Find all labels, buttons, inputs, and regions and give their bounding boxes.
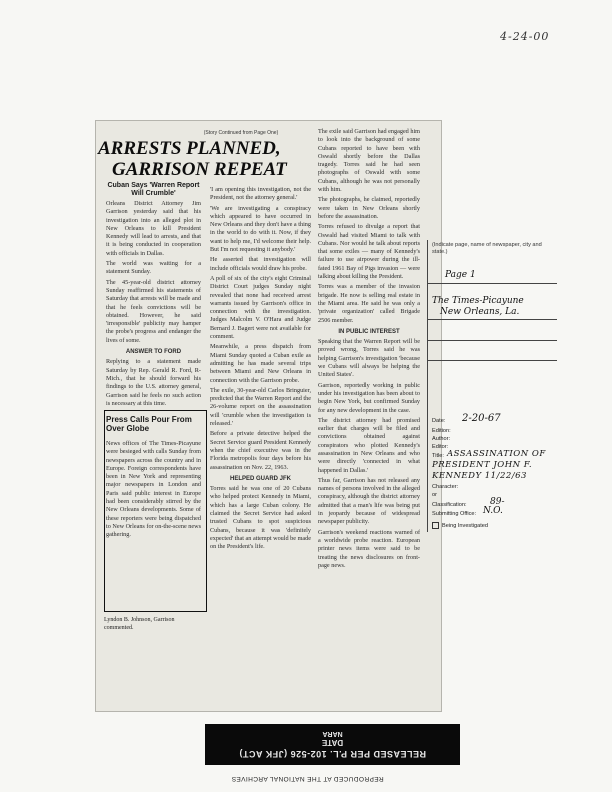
article-column-1 <box>106 200 201 406</box>
section-subhead: HELPED GUARD JFK <box>229 475 291 482</box>
page-value: Page 1 <box>445 270 476 280</box>
edition-label: Edition: <box>432 428 451 434</box>
being-investigated-label: Being Investigated <box>442 522 489 529</box>
paragraph: Torres said he was one of 20 Cubans who helped protect Kennedy in Miami, which has a large Cuban colony. He claimed the Secret Service had asked trusted Cubans to spot suspicious Cubans, because it was 'definitely expected' that an attempt would be made on the President's life. <box>210 485 311 551</box>
classification-value: 89- <box>490 497 505 507</box>
city-value: New Orleans, La. <box>440 307 520 317</box>
paragraph: The exile said Garrison had engaged him to look into the background of some Cubans reported to have been with Oswald shortly before the Dallas tragedy. Torres said he had seen photographs of Oswald with some Cubans, although he was not personally with him. <box>318 128 420 194</box>
paragraph: Meanwhile, a press dispatch from Miami Sunday quoted a Cuban exile as admitting he has made several trips between Miami and New Orleans in connection with the Garrison probe. <box>210 343 311 384</box>
paragraph: 'I am opening this investigation, not the President, not the attorney general.' <box>210 186 311 202</box>
being-investigated-checkbox[interactable] <box>432 522 439 529</box>
submitting-office-label: Submitting Office: <box>432 511 477 517</box>
editor-label: Editor: <box>432 444 449 450</box>
paragraph: Thus far, Garrison has not released any names of persons involved in the alleged conspiracy, although the district attorney admitted that a man's life was being put in jeopardy because of widespread newspaper publicity. <box>318 476 420 526</box>
paragraph: Garrison's weekend reactions warned of a worldwide probe reaction. European printer news items were said to be treating the news disclosures on front-page news. <box>318 528 420 569</box>
handwritten-file-mark: 4-24-00 <box>500 30 550 43</box>
paragraph: The world was waiting for a statement Sunday. <box>106 260 201 276</box>
release-stamp-line-2: DATE <box>321 738 344 747</box>
title-label: Title: <box>432 453 444 459</box>
article-column-2 <box>210 186 311 706</box>
newspaper-value: The Times-Picayune <box>432 296 524 306</box>
paragraph: The 45-year-old district attorney Sunday reaffirmed his statements of Saturday that arrests will be made and that he feels convictions will be obtained. However, he said 'irresponsible' publicity may hamper the probe's progress and endanger the lives of some. <box>106 278 201 344</box>
release-stamp-line-3: NARA <box>322 730 343 737</box>
form-instruction: (Indicate page, name of newspaper, city and state.) <box>432 242 542 255</box>
paragraph: 'We are investigating a conspiracy which appeared to have occurred in New Orleans and they don't have a thing in the world to do with it. Now, if they want to help me, I'd welcome their help. But I'm not requesting it anybody.' <box>210 204 311 254</box>
subheadline: Cuban Says 'Warren Report Will Crumble' <box>107 182 200 197</box>
date-value: 2-20-67 <box>462 413 501 424</box>
paragraph: Speaking that the Warren Report will be proved wrong, Torres said he was helping Garrison's investigation 'because we Cubans will always be helping the United States'. <box>318 338 420 379</box>
paragraph: A poll of six of the city's eight Criminal District Court judges Sunday night revealed that none had received arrest warrants issued by Garrison's office in connection with the investigation. Judges Malcolm V. O'Hara and Judge Bernard J. Bagert were not available for comment. <box>210 274 311 341</box>
title-value-line-1: ASSASSINATION OF <box>447 449 546 459</box>
paragraph: He asserted that investigation will include officials would draw his probe. <box>210 256 311 272</box>
headline-line-1: ARRESTS PLANNED, <box>98 138 281 159</box>
archives-footer: REPRODUCED AT THE NATIONAL ARCHIVES <box>231 775 384 782</box>
section-subhead: IN PUBLIC INTEREST <box>338 328 400 335</box>
sidebar-box-headline: Press Calls Pour From Over Globe <box>106 415 192 433</box>
author-label: Author: <box>432 436 451 442</box>
paragraph: The photographs, he claimed, reportedly were taken in New Orleans shortly before the assassination. <box>318 196 420 220</box>
character-label: Character: <box>432 484 459 490</box>
release-stamp <box>205 724 460 765</box>
being-investigated-row <box>432 522 488 529</box>
title-value-line-3: KENNEDY 11/22/63 <box>432 471 527 481</box>
or-label: or <box>432 492 437 498</box>
paragraph: The district attorney had promised earlier that charges will be filed and convictions obtained against conspirators who plotted Kennedy's assassination in New Orleans and who were directly 'connected in what happened in Dallas.' <box>318 416 420 474</box>
paragraph: Garrison, reportedly working in public under his investigation has been about to begin New York, but confirmed Sunday for any new development in the case. <box>318 381 420 414</box>
headline <box>98 138 287 180</box>
paragraph: Torres was a member of the invasion brigade. He now is selling real estate in the Miami area. He said he was only a 'private organization' called Brigade 2506 member. <box>318 283 420 324</box>
release-stamp-line-1: RELEASED PER P.L. 102-526 (JFK ACT) <box>238 749 427 759</box>
column-caption: Lyndon B. Johnson, Garrison commented. <box>104 617 175 631</box>
submitting-office-value: N.O. <box>483 506 503 516</box>
headline-line-2: GARRISON REPEAT <box>112 159 287 180</box>
story-continued-banner: (Story Continued from Page One) <box>203 130 279 136</box>
paragraph: The exile, 30-year-old Carlos Bringuier, predicted that the Warren Report and the 26-volume report on the assassination will 'crumble when the investigation is released.' <box>210 386 311 428</box>
date-label: Date: <box>432 418 446 424</box>
paragraph: Replying to a statement made Saturday by Rep. Gerald R. Ford, R-Mich., that he should forward his findings to the U.S. attorney general, Garrison said he feels no such action is necessary at this time. <box>106 358 201 406</box>
section-subhead: ANSWER TO FORD <box>125 349 182 356</box>
paragraph: Before a private detective helped the Secret Service guard President Kennedy when the chief executive was in the Florida metropolis four days before his assassination on Nov. 22, 1963. <box>210 430 311 471</box>
classification-label: Classification: <box>432 502 467 508</box>
article-column-3 <box>318 128 420 706</box>
paragraph: Torres refused to divulge a report that Oswald had visited Miami to talk with Cubans. Nor would he talk about reports that some exiles — many of Kennedy's failure to use airpower during the ill-fated 1961 Bay of Pigs invasion — were talking about killing the President. <box>318 223 420 281</box>
title-value-line-2: PRESIDENT JOHN F. <box>432 460 533 470</box>
sidebar-box-body: News offices of The Times-Picayune were besieged with calls Sunday from newspapers across the country and in Europe. Foreign correspondents have been in New York and representing major newspapers in London and Paris said public interest in Europe had been considerably stirred by the New Orleans developments. Some of these reporters were being dispatched to New Orleans for on-the-scene news gathering. <box>106 440 201 539</box>
paragraph: Orleans District Attorney Jim Garrison yesterday said that his investigation into an alleged plot in New Orleans to kill President Kennedy will lead to arrests, and that it is being conducted in cooperation with officials in Dallas. <box>106 200 201 257</box>
